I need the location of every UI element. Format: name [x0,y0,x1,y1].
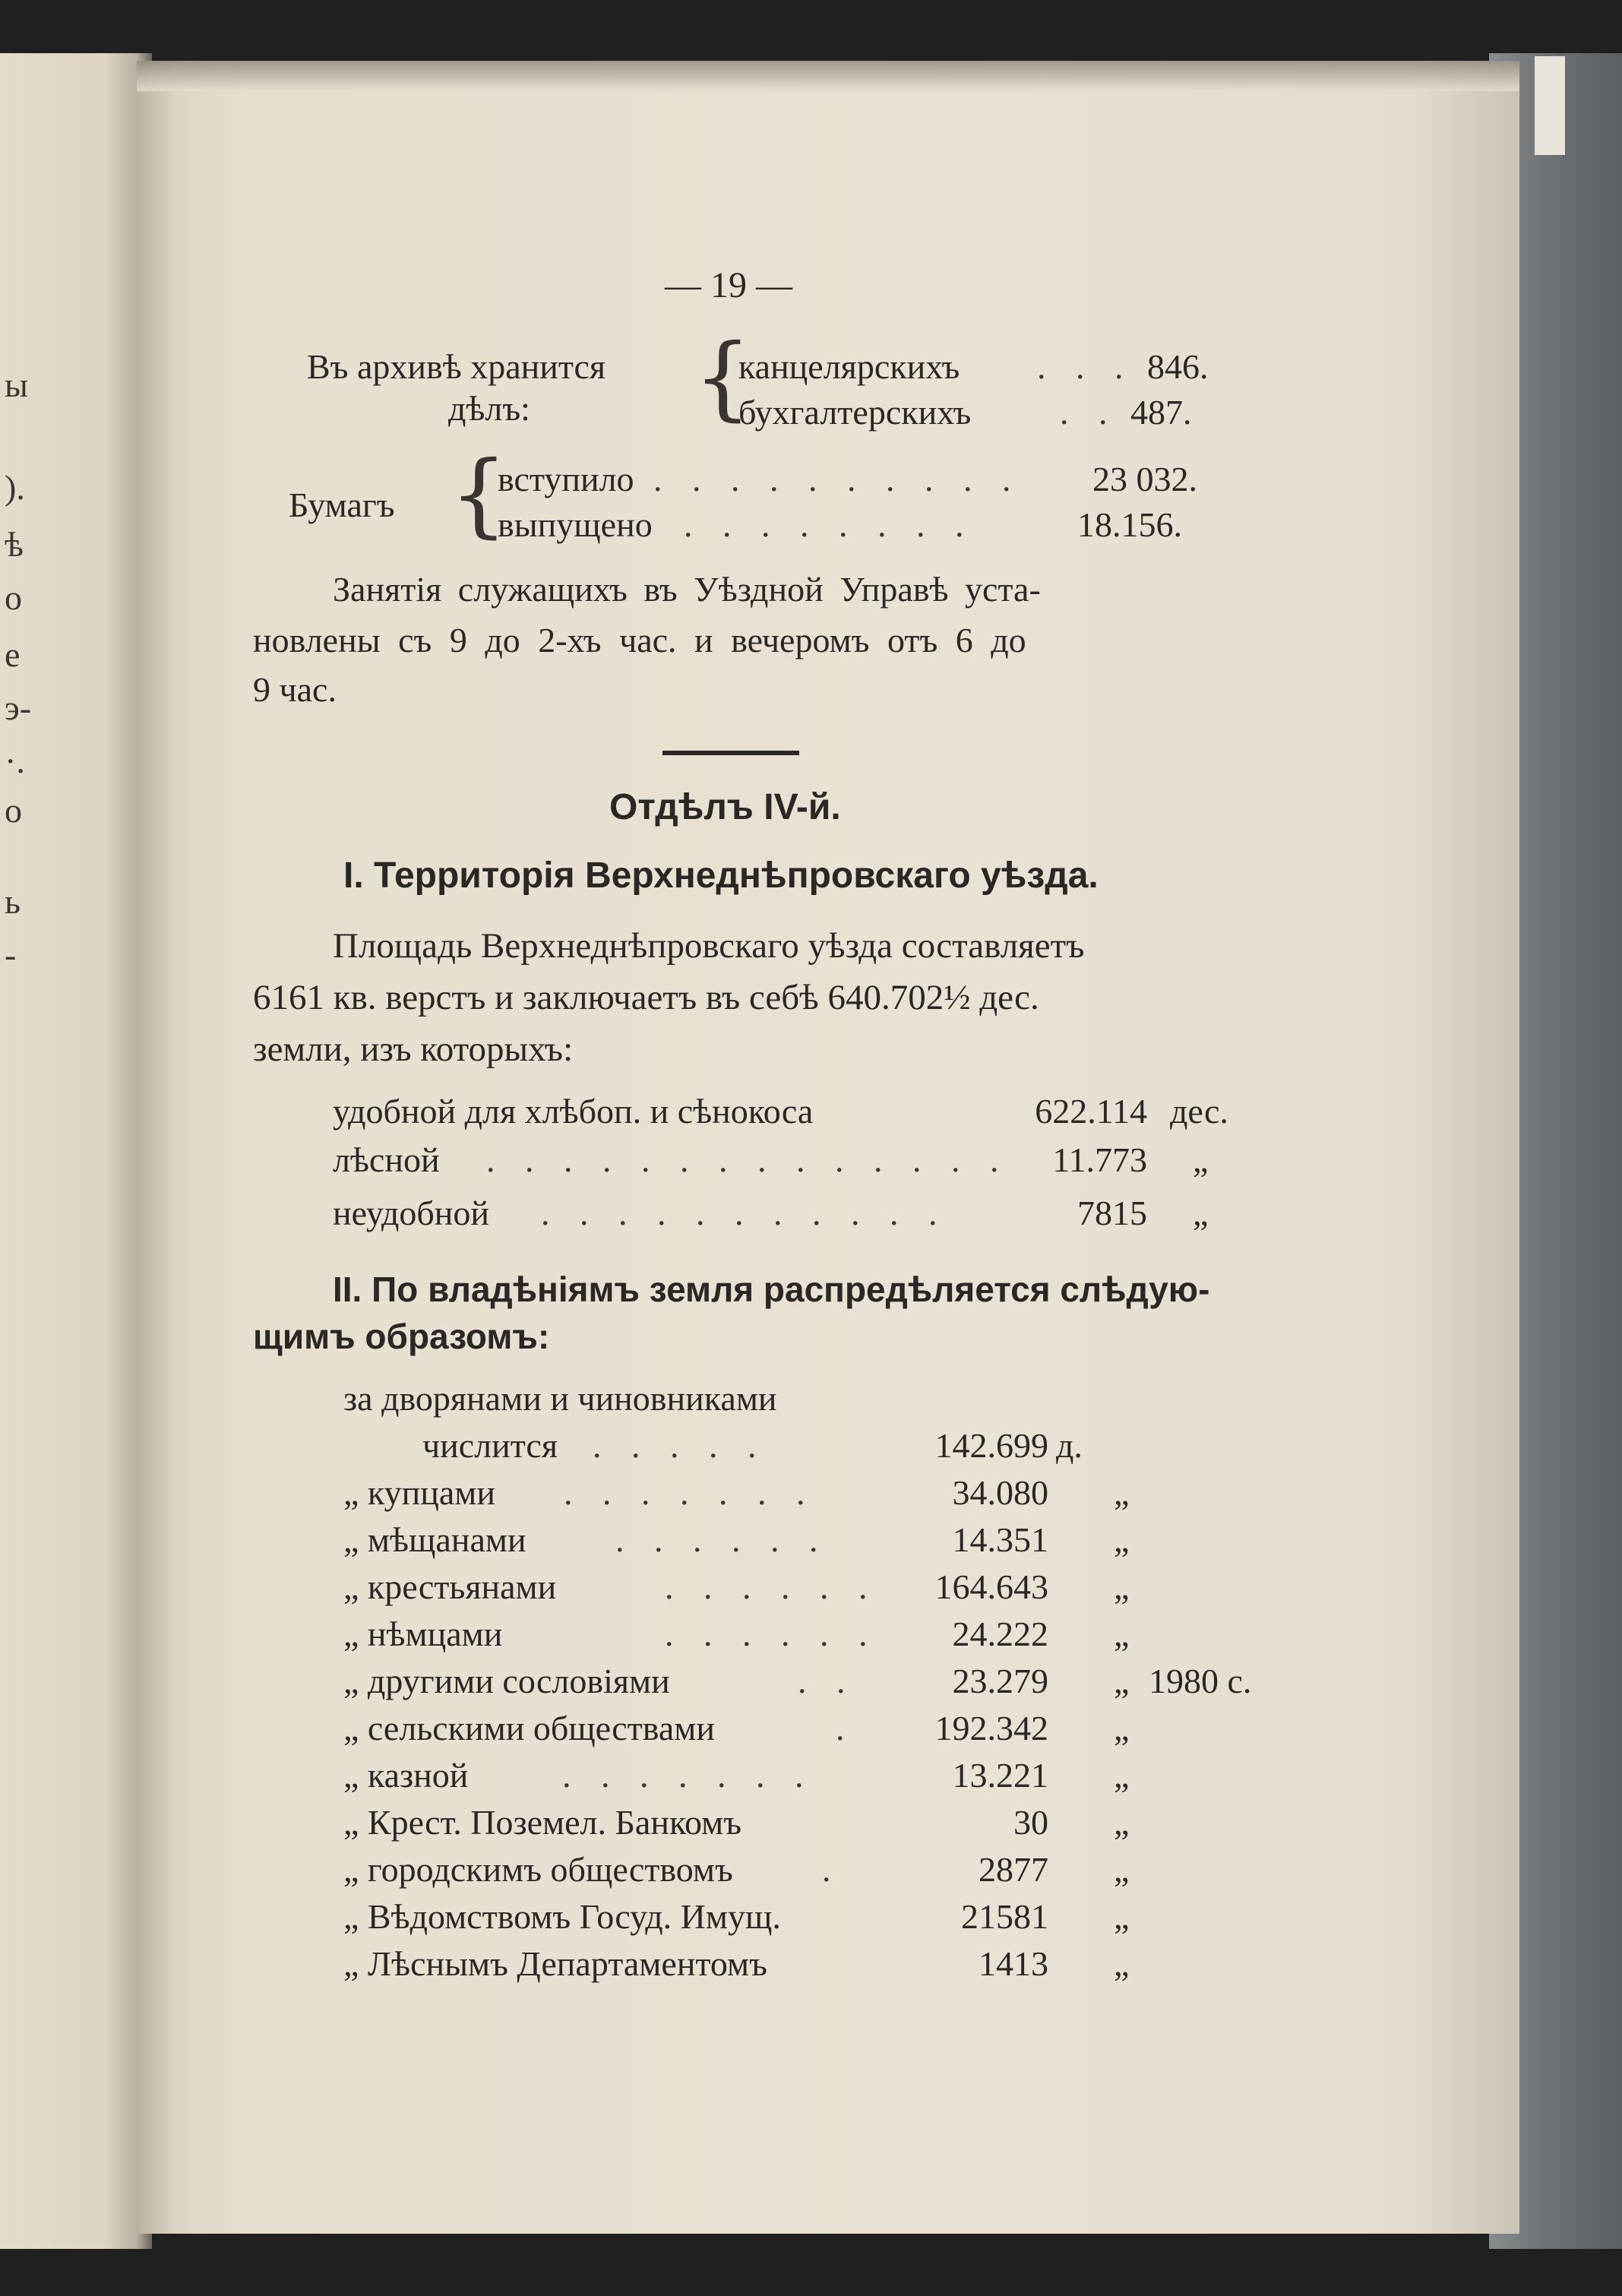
ownership-name: „ городскимъ обществомъ [343,1850,733,1889]
ownership-value: 23.279 [952,1662,1048,1700]
ownership-dots: . [836,1709,855,1747]
left-page-edge [0,53,152,2249]
section-subtitle: щимъ образомъ: [253,1317,550,1356]
section-subtitle: I. Территорія Верхнеднѣпровскаго уѣзда. [343,855,1099,896]
archive-row-value: 846. [1147,347,1209,386]
ownership-unit: „ [1114,1520,1130,1559]
land-type-dots: . . . . . . . . . . . [541,1194,948,1232]
land-type-name: удобной для хлѣбоп. и сѣнокоса [333,1092,814,1131]
papers-row-name: вступило [498,460,634,498]
left-page-fragment: ь [5,882,21,921]
land-type-value: 622.114 [1035,1092,1147,1131]
papers-row-value: 18.156. [1077,505,1182,544]
section-divider [662,751,799,755]
ownership-value: 30 [1013,1803,1048,1842]
left-page-fragment: - [5,935,17,974]
ownership-dots: . . . . . [593,1426,767,1465]
ownership-unit: „ [1114,1709,1130,1747]
paragraph-line: 9 час. [253,670,337,709]
left-page-fragment: о [5,578,22,617]
ownership-unit: „ [1114,1756,1130,1795]
papers-row-dots: . . . . . . . . . . [653,460,1022,498]
papers-row-name: выпущено [498,505,653,544]
ownership-name: „ Вѣдомствомъ Госуд. Имущ. [343,1897,781,1936]
ownership-value: 34.080 [952,1473,1048,1512]
ownership-value: 13.221 [952,1756,1048,1795]
ownership-dots: . . . . . . . [564,1473,816,1512]
ownership-value: 192.342 [934,1709,1048,1747]
land-type-value: 11.773 [1052,1140,1147,1179]
left-page-fragment: ы [5,365,28,404]
ownership-dots: . . . . . . [665,1614,878,1653]
ownership-dots: . . . . . . [665,1567,878,1606]
left-page-fragment: ). [5,468,25,507]
left-page-fragment: э- [5,688,32,727]
ownership-unit: д. [1056,1426,1083,1465]
ownership-name: „ другими сословіями [343,1662,670,1700]
ownership-name: „ сельскими обществами [343,1709,716,1747]
archive-label-line1: Въ архивѣ хранится [307,347,606,386]
ownership-name: „ Лѣснымъ Департаментомъ [343,1944,767,1983]
land-type-value: 7815 [1077,1194,1147,1232]
ownership-name: „ казной [343,1756,469,1795]
papers-brace: { [450,442,508,548]
ownership-unit: „ [1114,1850,1130,1889]
archive-row-dots: . . . [1037,347,1134,386]
archive-row-value: 487. [1130,393,1192,432]
land-type-unit: „ [1193,1194,1209,1232]
ownership-name: „ Крест. Поземел. Банкомъ [343,1803,741,1842]
ownership-value: 24.222 [952,1614,1048,1653]
archive-brace: { [694,325,752,431]
papers-row-value: 23 032. [1092,460,1197,498]
paragraph-line: Площадь Верхнеднѣпровскаго уѣзда составляетъ [333,926,1085,966]
ownership-dots: . . . . . . . [562,1756,814,1795]
ownership-value: 14.351 [952,1520,1048,1559]
ownership-extra: 1980 с. [1149,1662,1252,1700]
land-type-dots: . . . . . . . . . . . . . . [486,1140,1010,1179]
ownership-name: числится [422,1426,558,1465]
ownership-name: „ мѣщанами [343,1520,526,1559]
ownership-value: 21581 [961,1897,1048,1936]
left-page-fragment: е [5,635,21,674]
ownership-dots: . [822,1850,842,1889]
ownership-value: 1413 [979,1944,1048,1983]
ownership-intro: за дворянами и чиновниками [343,1379,777,1418]
page-top-shadow [137,61,1519,91]
ownership-value: 142.699 [934,1426,1048,1465]
ownership-unit: „ [1114,1662,1130,1700]
papers-label: Бумагъ [289,485,395,524]
paragraph-line: 6161 кв. верстъ и заключаетъ въ себѣ 640.702½ дес. [253,978,1039,1017]
ownership-unit: „ [1114,1614,1130,1653]
left-page-fragment: о [5,791,22,830]
ownership-name: „ крестьянами [343,1567,557,1606]
paragraph-line: Занятія служащихъ въ Уѣздной Управѣ уста- [333,570,1041,609]
ownership-value: 164.643 [934,1567,1048,1606]
left-page-fragment: ·. [5,742,25,780]
papers-row-dots: . . . . . . . . [684,505,975,544]
archive-row-dots: . . [1060,393,1118,432]
page-number: — 19 — [665,265,792,305]
ownership-name: „ купцами [343,1473,495,1512]
ownership-unit: „ [1114,1473,1130,1512]
section-subtitle: II. По владѣніямъ земля распредѣляется слѣдую- [333,1270,1210,1309]
archive-row-name: канцелярскихъ [738,347,960,386]
land-type-unit: „ [1193,1140,1209,1179]
left-page-fragment: ѣ [5,525,24,564]
ownership-unit: „ [1114,1803,1130,1842]
land-type-unit: дес. [1170,1092,1228,1131]
ownership-name: „ нѣмцами [343,1614,503,1653]
section-title: Отдѣлъ IV-й. [609,787,841,827]
paragraph-line: новлены съ 9 до 2-хъ час. и вечеромъ отъ 6 до [253,621,1026,659]
ownership-unit: „ [1114,1567,1130,1606]
land-type-name: неудобной [333,1194,490,1232]
ownership-unit: „ [1114,1897,1130,1936]
ownership-value: 2877 [979,1850,1048,1889]
ownership-dots: . . [798,1662,856,1700]
ownership-unit: „ [1114,1944,1130,1983]
page-marker-tab [1535,56,1565,155]
paragraph-line: земли, изъ которыхъ: [253,1029,574,1069]
archive-label-line2: дѣлъ: [448,389,530,428]
land-type-name: лѣсной [333,1140,440,1179]
ownership-dots: . . . . . . [615,1520,829,1559]
archive-row-name: бухгалтерскихъ [738,393,972,432]
